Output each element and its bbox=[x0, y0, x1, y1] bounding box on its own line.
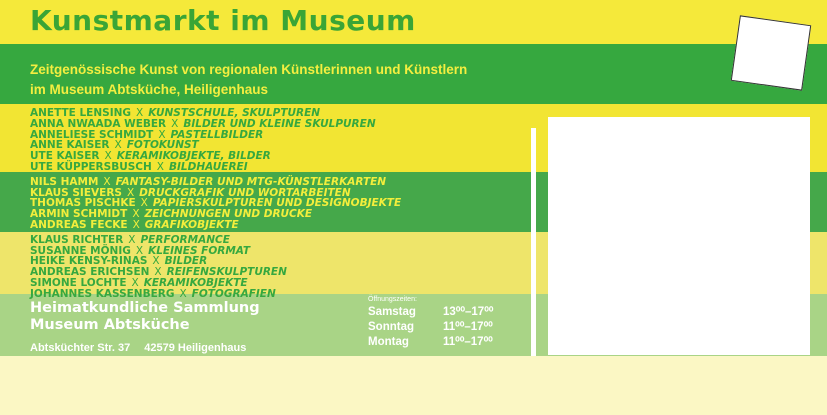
artist-name: NILS HAMM bbox=[30, 175, 99, 188]
separator-mark: X bbox=[140, 197, 148, 210]
artist-name: KLAUS SIEVERS bbox=[30, 186, 122, 199]
hours-time: 13⁰⁰–17⁰⁰ bbox=[443, 306, 494, 318]
separator-mark: X bbox=[104, 150, 112, 163]
subtitle-line-1: Zeitgenössische Kunst von regionalen Künstlerinnen und Künstlern bbox=[30, 62, 468, 77]
hours-day: Samstag bbox=[368, 306, 416, 318]
artist-work: BILDHAUEREI bbox=[169, 160, 248, 173]
artist-name: ANETTE LENSING bbox=[30, 107, 132, 119]
stamp-box bbox=[731, 15, 811, 90]
separator-mark: X bbox=[154, 266, 162, 279]
hours-row bbox=[368, 305, 493, 320]
artist-name: UTE KAISER bbox=[30, 150, 100, 163]
artist-name: ANNELIESE SCHMIDT bbox=[30, 128, 154, 141]
artist-work: FOTOGRAFIEN bbox=[191, 287, 276, 300]
artist-name: ANNA NWAADA WEBER bbox=[30, 117, 167, 130]
separator-mark: X bbox=[103, 175, 111, 188]
artist-group bbox=[30, 235, 530, 300]
artist-work: BILDER bbox=[164, 255, 208, 268]
artist-group bbox=[30, 177, 530, 231]
artist-work: GRAFIKOBJEKTE bbox=[144, 218, 239, 231]
artist-name: JOHANNES KASSENBERG bbox=[30, 287, 175, 300]
separator-mark: X bbox=[136, 107, 144, 119]
hours-row bbox=[368, 320, 493, 335]
artist-work: DRUCKGRAFIK UND WORTARBEITEN bbox=[139, 186, 351, 199]
artist-name: SIMONE LOCHTE bbox=[30, 276, 127, 289]
subtitle-line-2: im Museum Abtsküche, Heiligenhaus bbox=[30, 82, 269, 97]
separator-mark: X bbox=[131, 276, 139, 289]
venue-name-line-1: Heimatkundliche Sammlung bbox=[30, 300, 260, 316]
artist-name: ANDREAS ERICHSEN bbox=[30, 266, 150, 279]
artist-work: PERFORMANCE bbox=[140, 233, 230, 246]
artist-entry bbox=[30, 220, 530, 231]
artist-name: ANDREAS FECKE bbox=[30, 218, 128, 231]
artist-name: HEIKE KENSY-RINAS bbox=[30, 255, 148, 268]
address-panel bbox=[548, 117, 810, 355]
artist-work: KUNSTSCHULE, SKULPTUREN bbox=[148, 107, 321, 119]
venue-address bbox=[30, 342, 260, 354]
artist-name: ARMIN SCHMIDT bbox=[30, 208, 128, 221]
artist-work: KERAMIKOBJEKTE, BILDER bbox=[116, 150, 271, 163]
subtitle bbox=[30, 60, 550, 100]
artist-work: KERAMIKOBJEKTE bbox=[143, 276, 248, 289]
hours-row bbox=[368, 335, 493, 350]
separator-mark: X bbox=[132, 208, 140, 221]
artist-work: FANTASY-BILDER UND MTG-KÜNSTLERKARTEN bbox=[115, 175, 387, 188]
artist-work: PASTELLBILDER bbox=[170, 128, 264, 141]
separator-mark: X bbox=[156, 160, 164, 173]
artist-name: ANNE KAISER bbox=[30, 139, 110, 152]
separator-mark: X bbox=[114, 139, 122, 152]
hours-heading: Öffnungszeiten: bbox=[368, 296, 417, 303]
separator-mark: X bbox=[128, 233, 136, 246]
hours-day: Sonntag bbox=[368, 321, 414, 333]
artist-work: PAPIERSKULPTUREN UND DESIGNOBJEKTE bbox=[152, 197, 402, 210]
venue-city: 42579 Heiligenhaus bbox=[144, 342, 247, 354]
separator-mark: X bbox=[135, 244, 144, 257]
venue-block bbox=[30, 300, 260, 354]
separator-mark: X bbox=[158, 128, 166, 141]
hours-time: 11⁰⁰–17⁰⁰ bbox=[443, 336, 493, 348]
artist-name: KLAUS RICHTER bbox=[30, 233, 124, 246]
divider-line bbox=[531, 128, 536, 356]
separator-mark: X bbox=[126, 186, 135, 199]
artist-name: UTE KÜPPERSBUSCH bbox=[30, 160, 152, 173]
venue-street: Abtsküchter Str. 37 bbox=[30, 342, 131, 354]
artist-work: ZEICHNUNGEN UND DRUCKE bbox=[144, 208, 313, 221]
artist-work: BILDER UND KLEINE SKULPUREN bbox=[183, 117, 376, 130]
page-title: Kunstmarkt im Museum bbox=[30, 4, 416, 37]
artist-name: SUSANNE MÖNIG bbox=[30, 244, 131, 257]
artist-group bbox=[30, 108, 530, 173]
pale-band-bottom bbox=[0, 356, 827, 415]
artist-work: REIFENSKULPTUREN bbox=[166, 266, 287, 279]
hours-day: Montag bbox=[368, 336, 409, 348]
artist-name: THOMAS PISCHKE bbox=[30, 197, 136, 210]
separator-mark: X bbox=[132, 218, 140, 231]
artist-work: FOTOKUNST bbox=[126, 139, 199, 152]
artist-list bbox=[30, 108, 530, 304]
separator-mark: X bbox=[152, 255, 160, 268]
separator-mark: X bbox=[171, 117, 179, 130]
artist-work: KLEINES FORMAT bbox=[148, 244, 251, 257]
separator-mark: X bbox=[179, 287, 187, 300]
artist-entry bbox=[30, 162, 530, 173]
hours-time: 11⁰⁰–17⁰⁰ bbox=[443, 321, 493, 333]
venue-name-line-2: Museum Abtsküche bbox=[30, 317, 190, 333]
opening-hours bbox=[368, 296, 493, 350]
